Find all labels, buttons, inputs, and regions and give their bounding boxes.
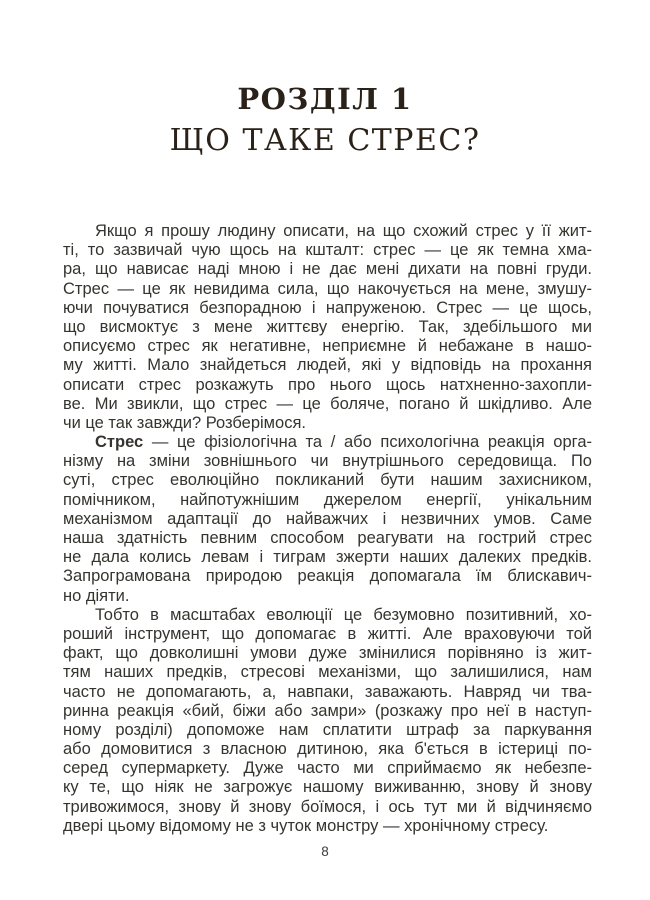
text-line: описуємо стрес як негативне, неприємне й небажане в нашо- xyxy=(63,337,592,356)
body-text xyxy=(63,222,592,836)
text-line: двері цьому відомому не з чуток монстру — хронічному стресу. xyxy=(63,816,549,835)
text-line: ті, то зазвичай чую щось на кшталт: стрес — це як темна хма- xyxy=(63,241,592,260)
text-line: Стрес — це фізіологічна та / або психологічна реакція орга- xyxy=(95,433,592,452)
paragraph xyxy=(63,606,592,836)
text-line: ринна реакція «бий, біжи або замри» (розкажу про неї в наступ- xyxy=(63,701,592,720)
text-line: тривожимося, знову й знову боїмося, і ось тут ми й відчиняємо xyxy=(63,797,592,816)
text-line: Тобто в масштабах еволюції це безумовно позитивний, хо- xyxy=(95,605,592,624)
text-line: чи це так завжди? Розберімося. xyxy=(63,413,306,432)
chapter-title: ЩО ТАКЕ СТРЕС? xyxy=(169,123,481,158)
text-line: що висмоктує з мене життєву енергію. Так, здебільшого ми xyxy=(63,317,592,336)
paragraph xyxy=(63,222,592,433)
text-line: помічником, найпотужнішим джерелом енергії, унікальним xyxy=(63,490,592,509)
text-line: ючи почуватися безпорадною і напруженою. Стрес — це щось, xyxy=(63,298,592,317)
text-line: серед супермаркету. Дуже часто ми сприймаємо як небезпе- xyxy=(63,759,592,778)
chapter-heading xyxy=(0,82,650,158)
chapter-label: РОЗДІЛ 1 xyxy=(237,82,413,116)
text-line: часто не допомагають, а, навпаки, заважають. Навряд чи тва- xyxy=(63,682,592,701)
text-line: роший інструмент, що допомагає в житті. Але враховуючи той xyxy=(63,624,592,643)
text-line: механізмом адаптації до найважчих і незвичних умов. Саме xyxy=(63,509,592,528)
text-line: ра, що нависає наді мною і не дає мені дихати на повні груди. xyxy=(63,260,592,279)
text-line: наша здатність певним способом реагувати на гострий стрес xyxy=(63,529,592,547)
text-line: Запрограмована природою реакція допомагала їм блискавич- xyxy=(63,567,592,586)
text-line: но діяти. xyxy=(63,586,130,605)
text-line: ве. Ми звикли, що стрес — це боляче, погано й шкідливо. Але xyxy=(63,394,592,413)
text-line: або домовитися з власною дитиною, яка б'ється в істериці по- xyxy=(63,740,592,759)
text-line: Якщо я прошу людину описати, на що схожий стрес у її жит- xyxy=(95,222,592,240)
text-line: факт, що довколишні умови дуже змінилися порівняно із жит- xyxy=(63,644,592,663)
text-line: му житті. Мало знайдеться людей, які у відповідь на прохання xyxy=(63,356,592,375)
bold-term: Стрес xyxy=(95,433,144,452)
text-line: тям наших предків, стресові механізми, що залишилися, нам xyxy=(63,663,592,682)
text-line: нізму на зміни зовнішнього чи внутрішнього середовища. По xyxy=(63,452,592,471)
text-line: ку те, що ніяк не загрожує нашому виживанню, знову й знову xyxy=(63,778,592,797)
paragraph xyxy=(63,433,592,606)
text-line: ному розділі) допоможе нам сплатити штраф за паркування xyxy=(63,720,592,739)
text-line: не дала колись левам і тиграм зжерти наших далеких предків. xyxy=(63,548,592,567)
text-line: Стрес — це як невидима сила, що накочується на мене, змушу- xyxy=(63,279,592,298)
page-number: 8 xyxy=(321,844,329,859)
text-line: описати стрес розкажуть про нього щось натхненно-захопли- xyxy=(63,375,592,394)
text-line: суті, стрес еволюційно покликаний бути нашим захисником, xyxy=(63,471,592,490)
